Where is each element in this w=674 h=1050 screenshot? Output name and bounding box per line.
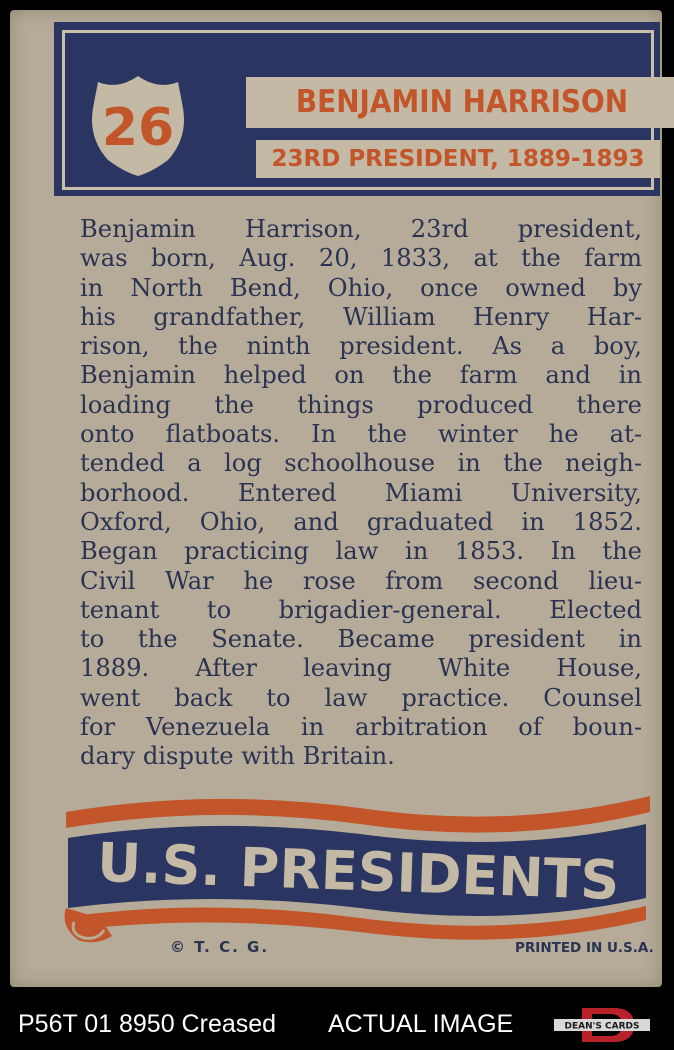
deans-cards-logo — [552, 1004, 652, 1046]
bio-line: for Venezuela in arbitration of boun- — [80, 713, 642, 742]
bio-line: Oxford, Ohio, and graduated in 1852. — [80, 507, 642, 536]
logo-text: DEAN'S CARDS — [564, 1021, 640, 1032]
bio-line: Began practicing law in 1853. In the — [80, 537, 642, 566]
bio-line: 1889. After leaving White House, — [80, 654, 642, 683]
copyright-text: © T. C. G. — [170, 938, 270, 956]
biography-text — [80, 215, 642, 772]
bio-line: borhood. Entered Miami University, — [80, 478, 642, 507]
bio-line: loading the things produced there — [80, 390, 642, 419]
bio-line: dary dispute with Britain. — [80, 742, 395, 771]
bio-line: went back to law practice. Counsel — [80, 683, 642, 712]
president-name: BENJAMIN HARRISON — [295, 84, 629, 120]
president-term: 23RD PRESIDENT, 1889-1893 — [271, 146, 645, 172]
bio-line: his grandfather, William Henry Har- — [80, 302, 642, 331]
bio-line: was born, Aug. 20, 1833, at the farm — [80, 244, 642, 273]
actual-image-label: ACTUAL IMAGE — [328, 1010, 514, 1038]
bio-line: tenant to brigadier-general. Elected — [80, 595, 642, 624]
card-number: 26 — [101, 98, 175, 158]
printed-in-text: PRINTED IN U.S.A. — [515, 940, 654, 956]
banner-title: U.S. PRESIDENTS — [96, 830, 621, 913]
bio-line: in North Bend, Ohio, once owned by — [80, 273, 642, 302]
shield-icon — [88, 68, 188, 178]
trading-card-back — [10, 10, 662, 987]
bio-line: tended a log schoolhouse in the neigh- — [80, 449, 642, 478]
us-presidents-banner — [60, 790, 656, 950]
bio-line: rison, the ninth president. As a boy, — [80, 332, 642, 361]
bio-line: to the Senate. Became president in — [80, 625, 642, 654]
bio-line: Benjamin Harrison, 23rd president, — [80, 215, 642, 243]
bio-line: Benjamin helped on the farm and in — [80, 361, 642, 390]
listing-id: P56T 01 8950 Creased — [18, 1010, 277, 1038]
bio-line: onto flatboats. In the winter he at- — [80, 420, 642, 449]
bio-line: Civil War he rose from second lieu- — [80, 566, 642, 595]
card-header — [54, 22, 674, 196]
